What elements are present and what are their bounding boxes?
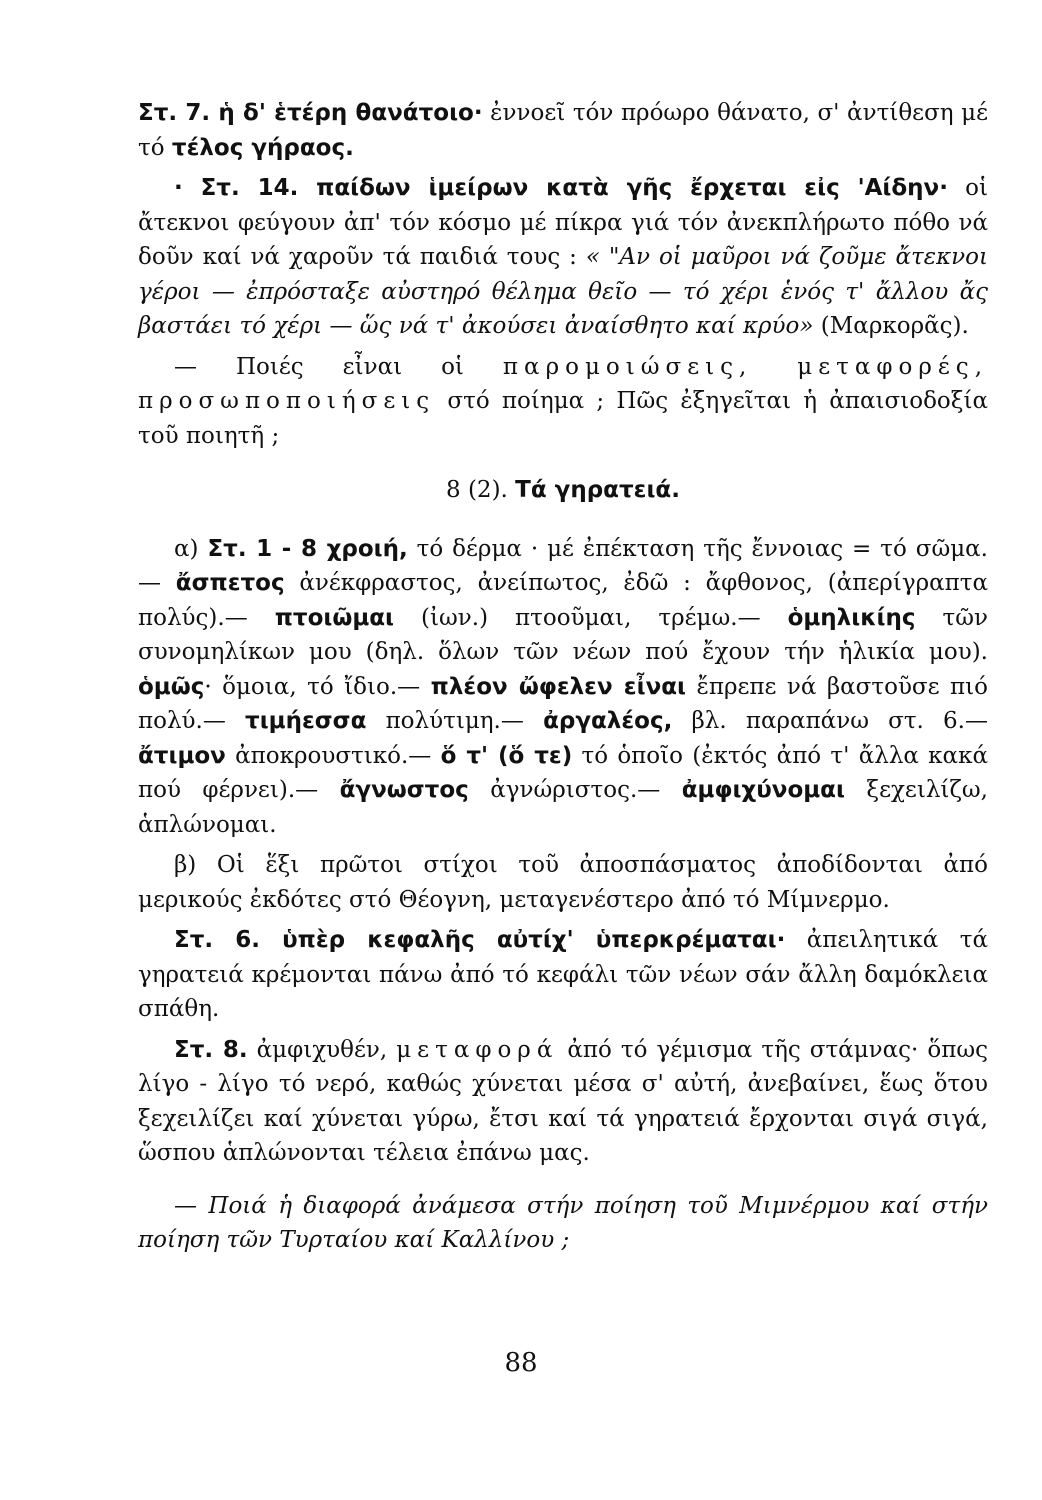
note-text: ἀνέκφραστος, ἀνείπωτος, ἐδῶ : ἄφθονος, (ἀπερίγραπτα πολύς).— bbox=[138, 570, 989, 631]
keyword: ἄσπετος bbox=[175, 570, 285, 596]
note-text: βλ. παραπάνω στ. 6.— bbox=[672, 708, 988, 734]
keyword: πτοιῶμαι bbox=[274, 604, 395, 631]
note-paragraph-verse-8 bbox=[138, 1033, 988, 1171]
note-text: — Ποιές εἶναι οἱ bbox=[174, 353, 503, 380]
note-text: ἀπειλητικά τά γηρατειά κρέμονται πάνω ἀπό τό κεφάλι τῶν νέων σάν ἄλλη δαμόκλεια σπάθη. bbox=[138, 927, 989, 1022]
final-question: — Ποιά ἡ διαφορά ἀνάμεσα στήν ποίηση τοῦ Μιμνέρμου καί στήν ποίηση τῶν Τυρταίου καί Καλλίνου ; bbox=[138, 1192, 988, 1253]
note-text: (ἰων.) πτοοῦμαι, τρέμω.— bbox=[394, 604, 788, 631]
note-text: ἐννοεῖ τόν πρόωρο θάνατο, σ' ἀντίθεση μέ τό bbox=[138, 100, 988, 161]
spaced-term: παρομοιώσεις, μεταφορές, προσωποποιήσεις bbox=[138, 353, 988, 414]
verse-ref: · Στ. 14. παίδων ἱμείρων κατὰ γῆς ἔρχεται εἰς 'Αίδην· bbox=[174, 175, 948, 201]
note-text: ἔπρεπε νά βαστοῦσε πιό πολύ.— bbox=[138, 673, 988, 734]
keyword: τιμήεσσα bbox=[245, 708, 367, 734]
verse-ref: Στ. 8. bbox=[174, 1036, 248, 1063]
question-paragraph bbox=[138, 350, 988, 454]
note-text: (Μαρκορᾶς). bbox=[813, 313, 969, 339]
page-body bbox=[138, 96, 988, 1264]
keyword: τέλος γήραος. bbox=[171, 134, 354, 161]
note-text: στό ποίημα ; Πῶς ἐξηγεῖται ἡ ἀπαισιοδοξία τοῦ ποιητῆ ; bbox=[138, 388, 988, 449]
note-text: · ὅμοια, τό ἴδιο.— bbox=[204, 673, 431, 700]
spaced-term: μεταφορά bbox=[396, 1036, 559, 1063]
note-paragraph-verse-7 bbox=[138, 96, 988, 165]
keyword: ἄγνωστος bbox=[339, 777, 469, 803]
note-text: τό δέρμα · μέ ἐπέκταση τῆς ἔννοιας = τό σῶμα. — bbox=[138, 535, 988, 596]
section-heading bbox=[138, 473, 988, 508]
note-text: οἱ ἄτεκνοι φεύγουν ἀπ' τόν κόσμο μέ πίκρα γιά τόν ἀνεκπλήρωτο πόθο νά δοῦν καί νά χαροῦν τά παιδιά τους : bbox=[138, 175, 988, 270]
keyword: ἄτιμον bbox=[138, 742, 226, 769]
quotation: « "Αν οἱ μαῦροι νά ζοῦμε ἄτεκνοι γέροι — ἐπρόσταξε αὐστηρό θέλημα θεῖο — τό χέρι ἑνός τ' ἄλλου ἄς βαστάει τό χέρι — ὥς νά τ' ἀκούσει ἀναίσθητο καί κρύο» bbox=[138, 244, 989, 339]
note-text: ξεχειλίζω, ἁπλώνομαι. bbox=[138, 777, 988, 838]
verse-ref: Στ. 7. ἡ δ' ἑτέρη θανάτοιο· bbox=[138, 100, 483, 126]
keyword: ὁμῶς bbox=[138, 673, 205, 700]
note-paragraph-verse-14 bbox=[138, 171, 988, 344]
note-text: πολύτιμη.— bbox=[366, 708, 544, 734]
note-text: τό ὁποῖο (ἐκτός ἀπό τ' ἄλλα κακά πού φέρνει).— bbox=[138, 742, 988, 803]
keyword: ὁμηλικίης bbox=[787, 604, 916, 631]
note-text: ἀγνώριστος.— bbox=[468, 777, 682, 803]
page-number: 88 bbox=[504, 1348, 538, 1378]
keyword: πλέον ὤφελεν εἶναι bbox=[430, 673, 687, 700]
glossary-paragraph bbox=[138, 532, 988, 843]
section-title: Τά γηρατειά. bbox=[515, 477, 680, 503]
section-number: 8 (2). bbox=[446, 477, 516, 503]
verse-ref: Στ. 6. ὑπὲρ κεφαλῆς αὐτίχ' ὑπερκρέμαται· bbox=[174, 927, 786, 953]
note-text: α) bbox=[174, 535, 208, 562]
note-text: ἀπό τό γέμισμα τῆς στάμνας· ὅπως λίγο - λίγο τό νερό, καθώς χύνεται μέσα σ' αὐτή, ἀνεβαίνει, ἕως ὅτου ξεχειλίζει καί χύνεται γύρω, ἔτσι καί τά γηρατειά ἔρχονται σιγά σιγά, ὥσπου ἁπλώνονται τέλεια ἐπάνω μας. bbox=[138, 1036, 988, 1166]
keyword: ἀμφιχύνομαι bbox=[681, 777, 845, 803]
keyword: ἀργαλέος, bbox=[543, 708, 673, 734]
verse-ref: Στ. 1 - 8 χροιή, bbox=[207, 535, 408, 562]
note-paragraph-verse-6 bbox=[138, 923, 988, 1027]
note-text: τῶν συνομηλίκων μου (δηλ. ὅλων τῶν νέων πού ἔχουν τήν ἡλικία μου). bbox=[138, 604, 988, 665]
note-text: ἀμφιχυθέν, bbox=[247, 1036, 397, 1063]
keyword: ὅ τ' (ὅ τε) bbox=[440, 742, 573, 769]
note-text: ἀποκρουστικό.— bbox=[225, 742, 441, 769]
note-paragraph-beta: β) Οἱ ἕξι πρῶτοι στίχοι τοῦ ἀποσπάσματος ἀποδίδονται ἀπό μερικούς ἐκδότες στό Θέογνη, μεταγενέστερο ἀπό τό Μίμνερμο. bbox=[138, 852, 988, 913]
